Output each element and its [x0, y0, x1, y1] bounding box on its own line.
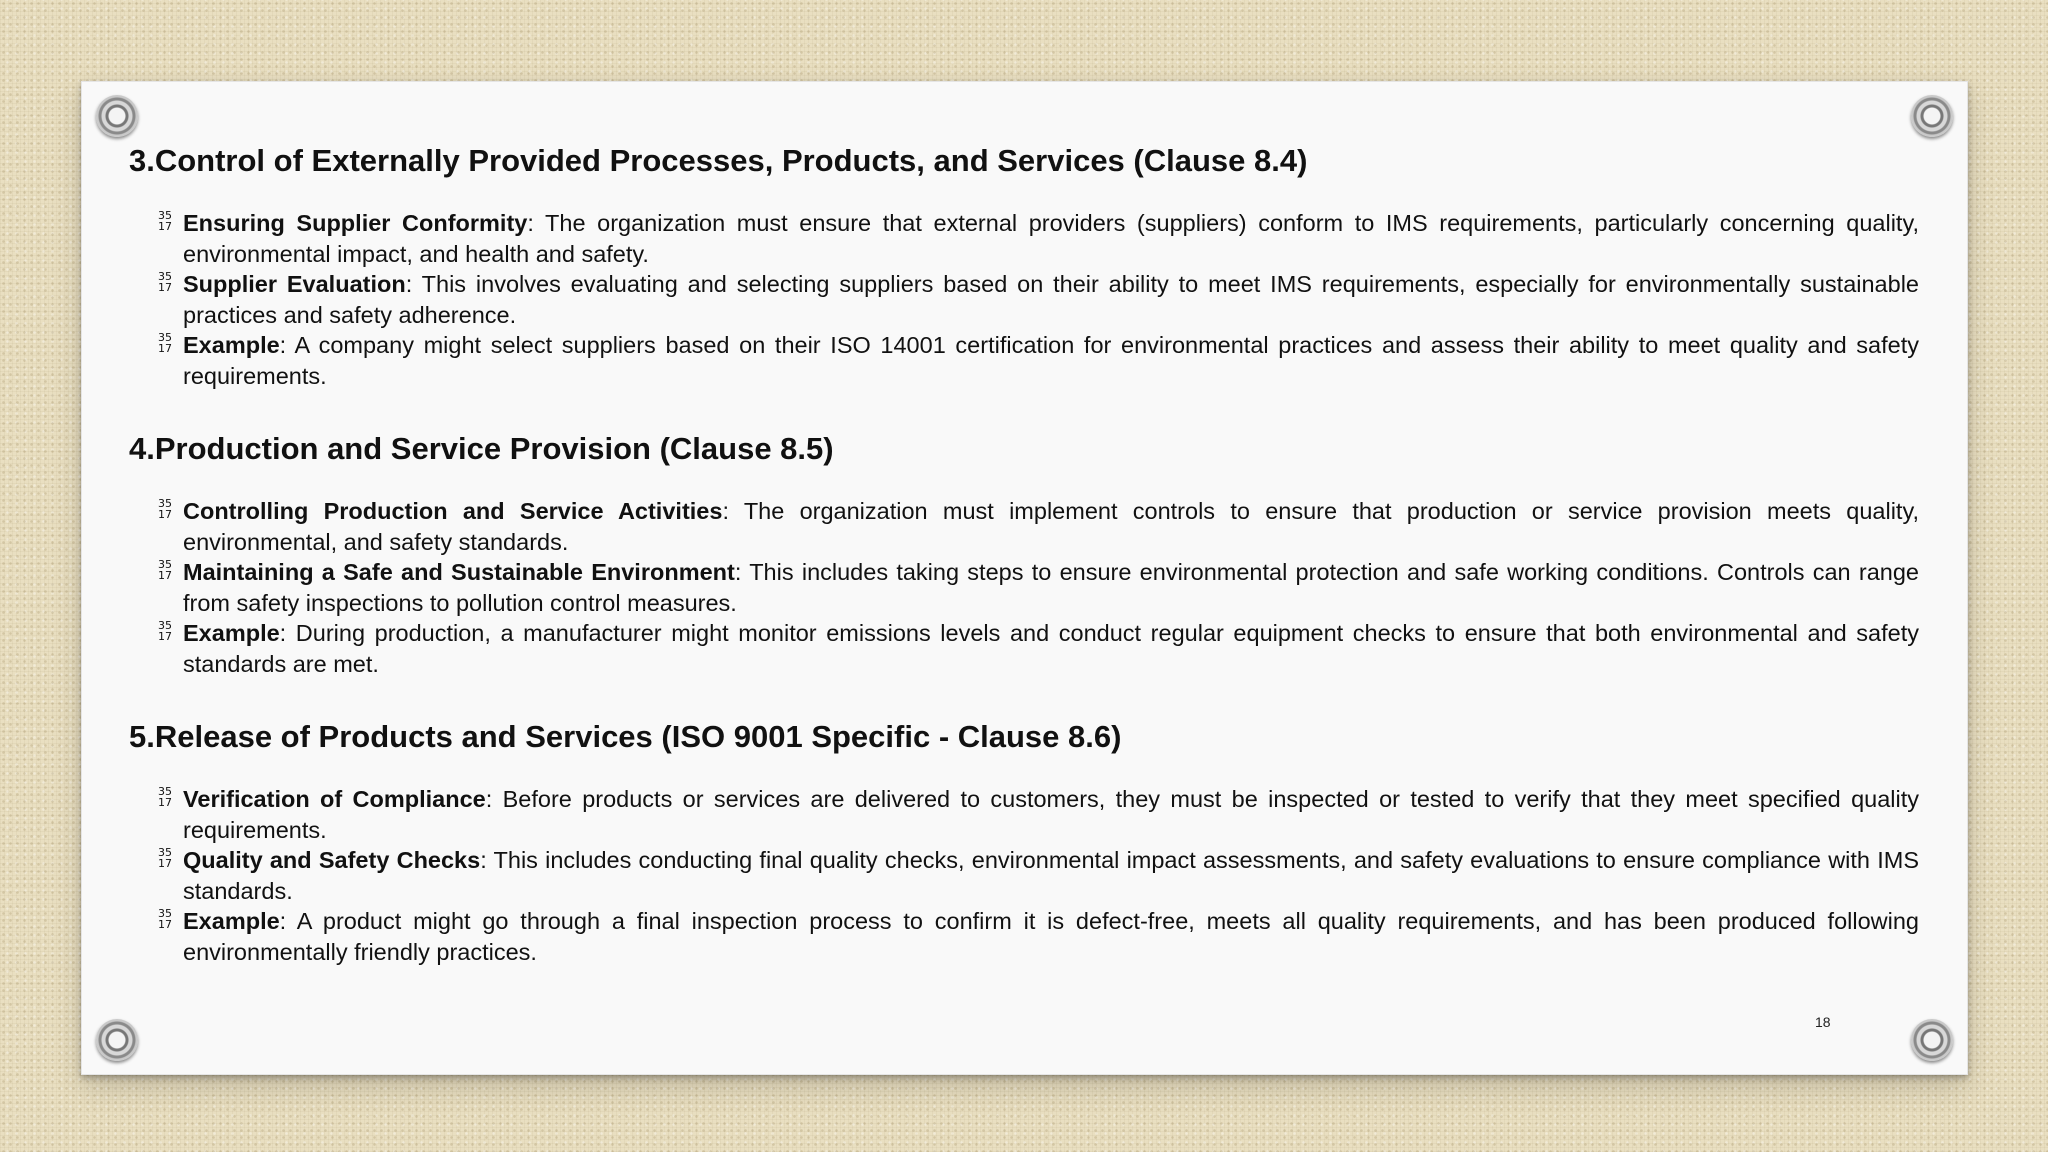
section-title: 4.Production and Service Provision (Clause 8.5): [129, 431, 834, 466]
item-text: : A company might select suppliers based on their ISO 14001 certification for environmental practices and assess their ability to meet quality and safety requirements.: [183, 332, 1919, 389]
section-supplier-control: [129, 142, 1919, 391]
list-item: [158, 269, 1919, 330]
section-production-provision: [129, 430, 1919, 679]
list-item: [158, 906, 1919, 967]
list-item: [158, 496, 1919, 557]
grommet-icon: [96, 1019, 138, 1061]
page-number: 18: [1815, 1014, 1831, 1030]
item-term: Ensuring Supplier Conformity: [183, 210, 528, 236]
bullet-icon: 35 17: [158, 558, 172, 582]
item-term: Example: [183, 332, 280, 358]
item-term: Controlling Production and Service Activities: [183, 498, 723, 524]
bullet-list: [129, 784, 1919, 967]
section-title: 3.Control of Externally Provided Processes, Products, and Services (Clause 8.4): [129, 143, 1308, 178]
item-term: Maintaining a Safe and Sustainable Environment: [183, 559, 735, 585]
item-text: : The organization must implement controls to ensure that production or service provision meets quality, environmental, and safety standards.: [183, 498, 1919, 555]
grommet-icon: [96, 95, 138, 137]
item-text: : This includes taking steps to ensure environmental protection and safe working conditions. Controls can range from safety inspections to pollution control measures.: [183, 559, 1919, 616]
grommet-icon: [1911, 95, 1953, 137]
list-item: [158, 208, 1919, 269]
item-text: : A product might go through a final inspection process to confirm it is defect-free, meets all quality requirements, and has been produced following environmentally friendly practices.: [183, 908, 1919, 965]
item-term: Verification of Compliance: [183, 786, 486, 812]
list-item: [158, 557, 1919, 618]
bullet-list: [129, 208, 1919, 391]
bullet-icon: 35 17: [158, 497, 172, 521]
item-term: Quality and Safety Checks: [183, 847, 481, 873]
item-term: Supplier Evaluation: [183, 271, 406, 297]
list-item: [158, 845, 1919, 906]
bullet-icon: 35 17: [158, 907, 172, 931]
list-item: [158, 784, 1919, 845]
item-term: Example: [183, 908, 280, 934]
bullet-icon: 35 17: [158, 331, 172, 355]
section-title: 5.Release of Products and Services (ISO 9001 Specific - Clause 8.6): [129, 719, 1122, 754]
slide-card: [81, 81, 1968, 1075]
bullet-icon: 35 17: [158, 619, 172, 643]
bullet-list: [129, 496, 1919, 679]
bullet-icon: 35 17: [158, 209, 172, 233]
bullet-icon: 35 17: [158, 785, 172, 809]
section-release-products: [129, 718, 1919, 967]
bullet-icon: 35 17: [158, 270, 172, 294]
item-term: Example: [183, 620, 280, 646]
grommet-icon: [1911, 1019, 1953, 1061]
item-text: : This involves evaluating and selecting suppliers based on their ability to meet IMS requirements, especially for environmentally sustainable practices and safety adherence.: [183, 271, 1919, 328]
list-item: [158, 330, 1919, 391]
item-text: : The organization must ensure that external providers (suppliers) conform to IMS requirements, particularly concerning quality, environmental impact, and health and safety.: [183, 210, 1919, 267]
item-text: : Before products or services are delivered to customers, they must be inspected or tested to verify that they meet specified quality requirements.: [183, 786, 1919, 843]
list-item: [158, 618, 1919, 679]
slide-content: [129, 142, 1919, 967]
item-text: : During production, a manufacturer might monitor emissions levels and conduct regular equipment checks to ensure that both environmental and safety standards are met.: [183, 620, 1919, 677]
bullet-icon: 35 17: [158, 846, 172, 870]
item-text: : This includes conducting final quality checks, environmental impact assessments, and safety evaluations to ensure compliance with IMS standards.: [183, 847, 1919, 904]
